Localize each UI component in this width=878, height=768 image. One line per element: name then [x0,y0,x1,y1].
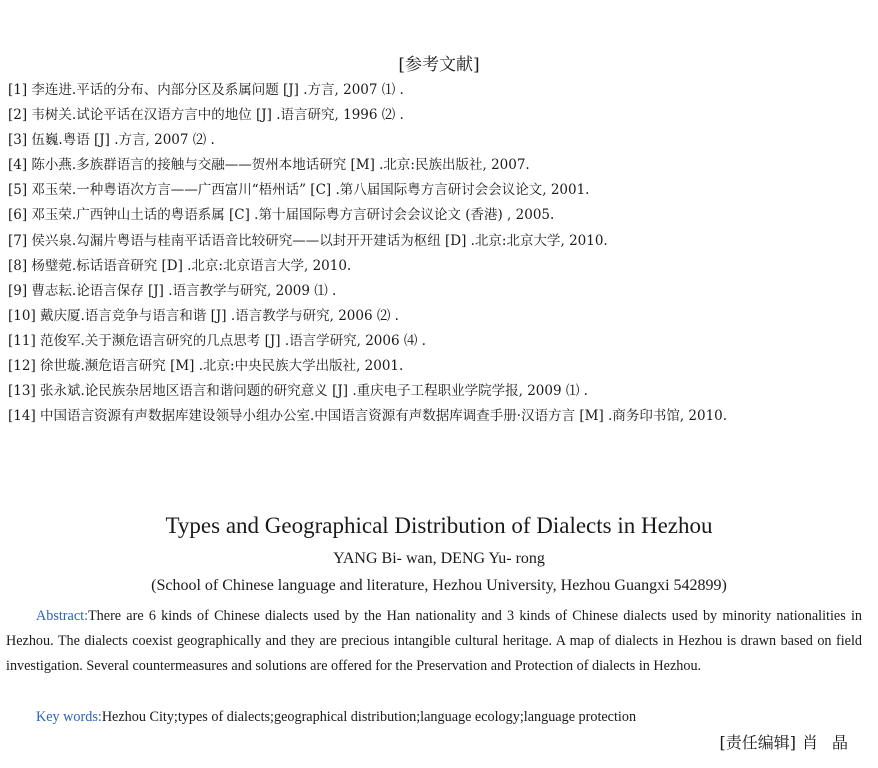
reference-item: [12] 徐世璇.濒危语言研究 [M] .北京:中央民族大学出版社, 2001. [8,358,404,375]
responsible-editor [719,730,862,753]
abstract-paragraph [6,604,862,679]
abstract-text: There are 6 kinds of Chinese dialects used by the Han nationality and 3 kinds of Chinese dialects used by minority nationalities in Hezhou. The dialects coexist geographically and they are precious intangible cultural heritage. A map of dialects in Hezhou is drawn based on field investigation. Several countermeasures and solutions are offered for the Preservation and Protection of dialects in Hezhou. [6,608,862,674]
abstract-label: Abstract: [36,608,89,624]
editor-name: 肖晶 [801,733,862,752]
keywords-line [36,705,866,730]
reference-item: [7] 侯兴泉.勾漏片粤语与桂南平话语音比较研究——以封开开建话为枢纽 [D] .北京:北京大学, 2010. [8,232,608,249]
reference-item: [2] 韦树关.试论平话在汉语方言中的地位 [J] .语言研究, 1996 ⑵ . [8,107,404,124]
reference-item: [8] 杨璧菀.标话语音研究 [D] .北京:北京语言大学, 2010. [8,257,352,274]
reference-list [8,78,870,429]
keywords-label: Key words: [36,709,102,725]
english-title: Types and Geographical Distribution of Dialects in Hezhou [165,513,713,538]
reference-item: [5] 邓玉荣.一种粤语次方言——广西富川“梧州话” [C] .第八届国际粤方言研讨会会议论文, 2001. [8,182,590,199]
english-authors: YANG Bi- wan, DENG Yu- rong [333,550,545,567]
reference-item: [11] 范俊军.关于濒危语言研究的几点思考 [J] .语言学研究, 2006 ⑷ . [8,332,426,349]
editor-label: [责任编辑] [719,733,796,752]
keywords-text: Hezhou City;types of dialects;geographical distribution;language ecology;language protection [101,709,637,725]
reference-item: [13] 张永斌.论民族杂居地区语言和谐问题的研究意义 [J] .重庆电子工程职业学院学报, 2009 ⑴ . [8,383,588,400]
references-title: [参考文献] [398,55,480,75]
reference-item: [10] 戴庆厦.语言竞争与语言和谐 [J] .语言教学与研究, 2006 ⑵ . [8,307,399,324]
reference-item: [9] 曹志耘.论语言保存 [J] .语言教学与研究, 2009 ⑴ . [8,282,337,299]
reference-item: [4] 陈小燕.多族群语言的接触与交融——贺州本地话研究 [M] .北京:民族出版社, 2007. [8,157,530,174]
english-affiliation: (School of Chinese language and literature, Hezhou University, Hezhou Guangxi 542899) [151,577,727,594]
reference-item: [6] 邓玉荣.广西钟山土话的粤语系属 [C] .第十届国际粤方言研讨会会议论文 (香港) , 2005. [8,207,555,224]
reference-item: [3] 伍巍.粤语 [J] .方言, 2007 ⑵ . [8,132,215,149]
reference-item: [1] 李连进.平话的分布、内部分区及系属问题 [J] .方言, 2007 ⑴ . [8,82,404,98]
reference-item: [14] 中国语言资源有声数据库建设领导小组办公室.中国语言资源有声数据库调查手册·汉语方言 [M] .商务印书馆, 2010. [8,408,728,425]
